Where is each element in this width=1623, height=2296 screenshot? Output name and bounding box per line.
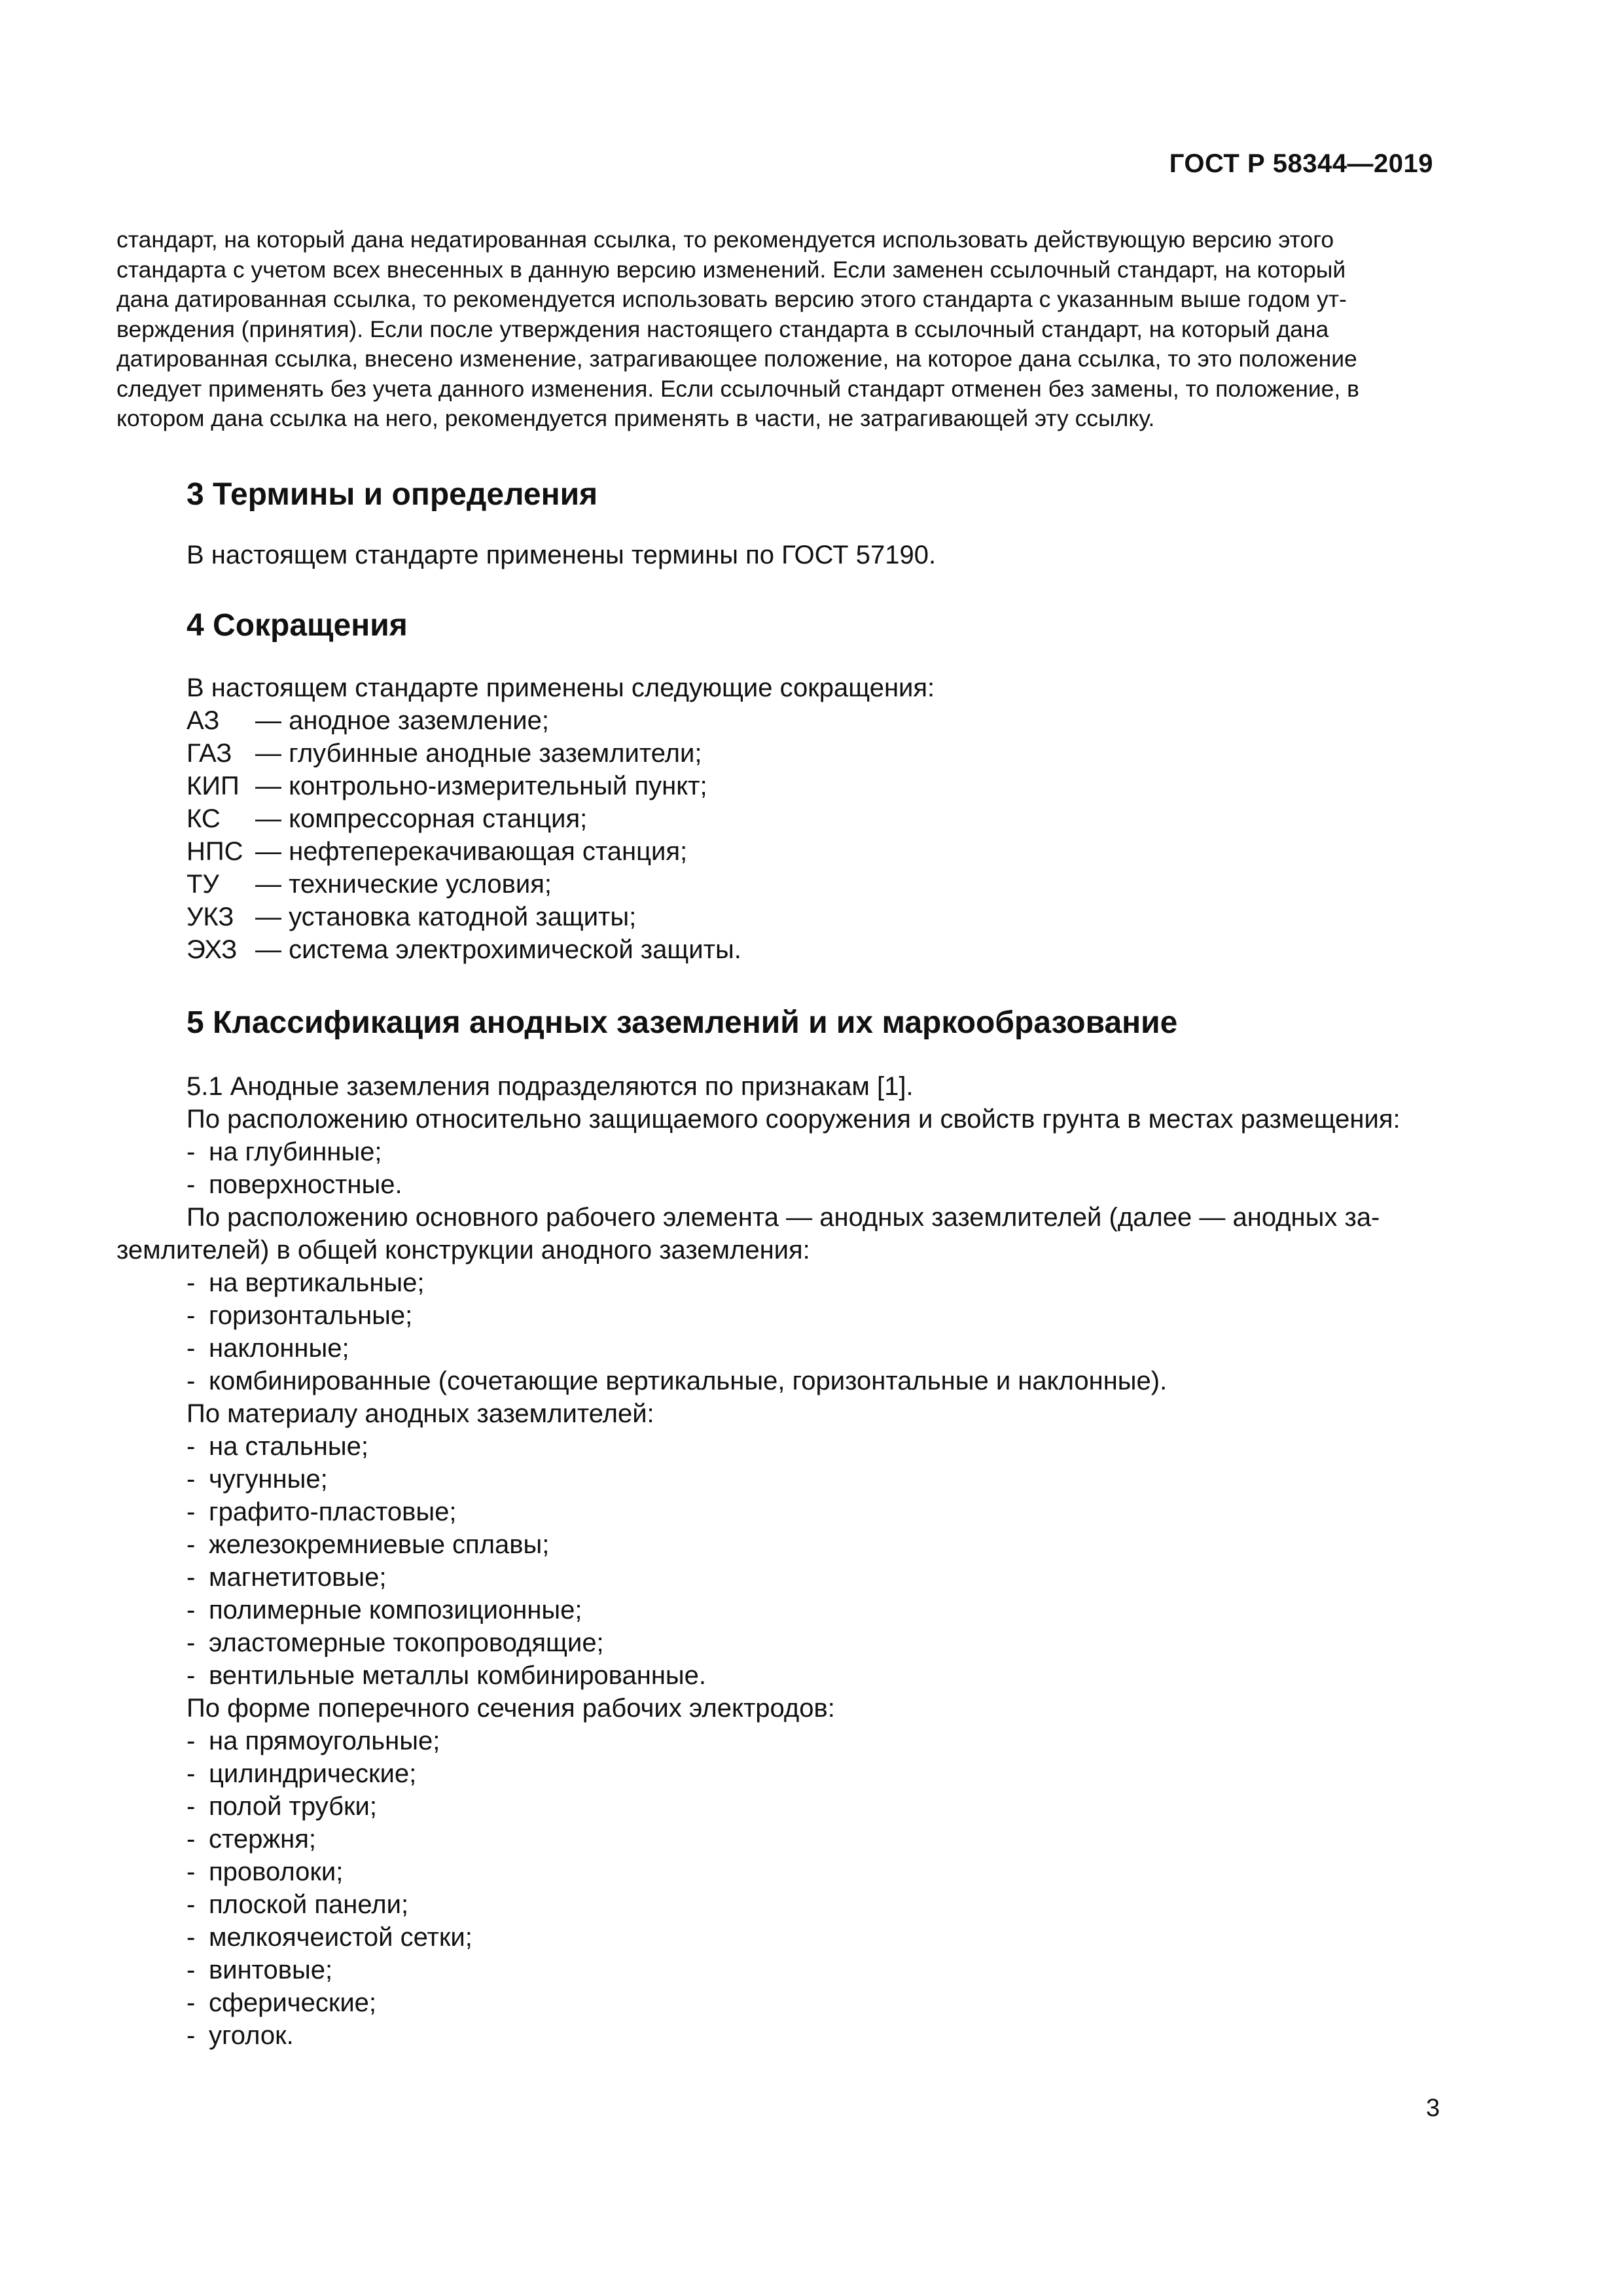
abbreviation-code: КИП (187, 772, 240, 800)
section-3-text: В настоящем стандарте применены термины по ГОСТ 57190. (187, 541, 936, 569)
abbreviation-row (187, 802, 741, 835)
abbreviation-meaning: — компрессорная станция; (255, 804, 588, 833)
section-4-heading: 4 Сокращения (187, 608, 408, 643)
abbreviation-code: ЭХЗ (187, 935, 238, 964)
list-item: - железокремниевые сплавы; (187, 1530, 550, 1559)
list-item: - цилиндрические; (187, 1759, 417, 1788)
abbreviation-row (187, 933, 741, 966)
classification-list (187, 1266, 1167, 1397)
list-item: - полимерные композиционные; (187, 1596, 582, 1624)
list-item: - мелкоячеистой сетки; (187, 1923, 473, 1952)
list-item: - уголок. (187, 2021, 294, 2050)
abbreviation-row (187, 901, 741, 933)
abbreviation-meaning: — нефтеперекачивающая станция; (255, 837, 688, 866)
list-item: - вентильные металлы комбинированные. (187, 1661, 707, 1690)
list-item: - на вертикальные; (187, 1268, 425, 1297)
list-item: - чугунные; (187, 1465, 328, 1494)
abbreviation-code: ТУ (187, 870, 219, 899)
list-item: - на глубинные; (187, 1138, 382, 1166)
list-item: - на прямоугольные; (187, 1727, 440, 1755)
intro-line: стандарт, на который дана недатированная ссылка, то рекомендуется использовать действующую версию этого (116, 226, 1334, 253)
intro-line: верждения (принятия). Если после утверждения настоящего стандарта в ссылочный стандарт, на который дана (116, 315, 1329, 342)
classification-list (187, 1430, 706, 1692)
intro-line: следует применять без учета данного изменения. Если ссылочный стандарт отменен без замены, то положение, в (116, 375, 1360, 402)
list-item: - комбинированные (сочетающие вертикальные, горизонтальные и наклонные). (187, 1367, 1168, 1395)
intro-line: котором дана ссылка на него, рекомендуется применять в части, не затрагивающей эту ссылку. (116, 405, 1155, 431)
document-code-header: ГОСТ Р 58344—2019 (1169, 149, 1433, 178)
classification-list (187, 1725, 473, 2052)
intro-line: дана датированная ссылка, то рекомендуется использовать версию этого стандарта с указанным выше годом ут- (116, 286, 1347, 312)
list-item: - наклонные; (187, 1334, 349, 1363)
clause-5-1: 5.1 Анодные заземления подразделяются по признакам [1]. (187, 1072, 914, 1101)
list-item: - проволоки; (187, 1857, 344, 1886)
abbreviation-row (187, 868, 741, 901)
list-item: - винтовые; (187, 1956, 333, 1984)
abbreviation-row (187, 737, 741, 770)
intro-paragraph (116, 225, 1440, 434)
section-3-heading: 3 Термины и определения (187, 477, 598, 512)
abbreviation-row (187, 770, 741, 802)
intro-line: датированная ссылка, внесено изменение, затрагивающее положение, на которое дана ссылка, то это положение (116, 346, 1357, 372)
abbreviation-meaning: — анодное заземление; (255, 706, 550, 735)
abbreviation-meaning: — контрольно-измерительный пункт; (255, 772, 707, 800)
abbreviation-code: НПС (187, 837, 243, 866)
list-item: - горизонтальные; (187, 1301, 413, 1330)
abbreviation-row (187, 704, 741, 737)
classification-criterion: По форме поперечного сечения рабочих электродов: (187, 1694, 835, 1723)
classification-criterion: По расположению основного рабочего элемента — анодных заземлителей (далее — анодных за- (187, 1203, 1380, 1232)
abbreviation-meaning: — система электрохимической защиты. (255, 935, 741, 964)
abbreviation-meaning: — установка катодной защиты; (255, 903, 637, 931)
list-item: - магнетитовые; (187, 1563, 387, 1592)
abbreviation-code: УКЗ (187, 903, 234, 931)
list-item: - плоской панели; (187, 1890, 409, 1919)
abbreviation-code: АЗ (187, 706, 220, 735)
abbreviation-list (187, 704, 741, 966)
classification-criterion: По материалу анодных заземлителей: (187, 1399, 654, 1428)
intro-line: стандарта с учетом всех внесенных в данную версию изменений. Если заменен ссылочный стандарт, на который (116, 256, 1346, 283)
list-item: - эластомерные токопроводящие; (187, 1628, 604, 1657)
abbreviation-meaning: — технические условия; (255, 870, 552, 899)
list-item: - графито-пластовые; (187, 1498, 457, 1526)
list-item: - сферические; (187, 1988, 377, 2017)
list-item: - полой трубки; (187, 1792, 377, 1821)
list-item: - стержня; (187, 1825, 316, 1854)
classification-list (187, 1136, 402, 1201)
page-number: 3 (1426, 2094, 1440, 2122)
classification-criterion: По расположению относительно защищаемого сооружения и свойств грунта в местах размещения: (187, 1105, 1400, 1134)
list-item: - на стальные; (187, 1432, 368, 1461)
classification-criterion-continued: землителей) в общей конструкции анодного заземления: (116, 1236, 810, 1265)
list-item: - поверхностные. (187, 1170, 402, 1199)
abbreviation-code: ГАЗ (187, 739, 232, 768)
section-5-heading: 5 Классификация анодных заземлений и их маркообразование (187, 1005, 1178, 1040)
abbreviation-row (187, 835, 741, 868)
abbreviation-code: КС (187, 804, 221, 833)
abbreviation-meaning: — глубинные анодные заземлители; (255, 739, 702, 768)
section-4-lead: В настоящем стандарте применены следующие сокращения: (187, 673, 935, 702)
